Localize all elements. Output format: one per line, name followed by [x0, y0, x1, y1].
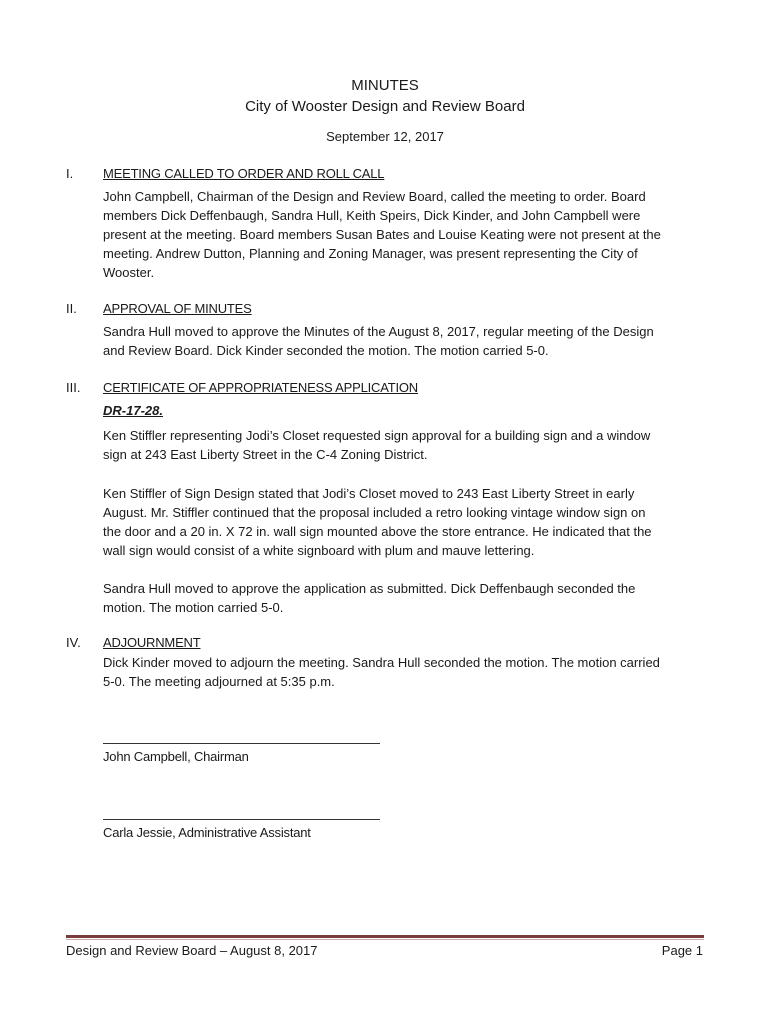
paragraph-line: Ken Stiffler of Sign Design stated that Jodi’s Closet moved to 243 East Liberty Street in early: [103, 486, 635, 501]
paragraph-line: wall sign would consist of a white signboard with plum and mauve lettering.: [103, 543, 535, 558]
section-heading: ADJOURNMENT: [103, 635, 201, 650]
case-id: DR-17-28.: [103, 403, 163, 418]
paragraph-line: Wooster.: [103, 265, 155, 280]
section-paragraph: [103, 426, 699, 464]
page-number: Page 1: [661, 943, 703, 958]
board-name: City of Wooster Design and Review Board: [245, 98, 525, 115]
paragraph-line: Dick Kinder moved to adjourn the meeting. Sandra Hull seconded the motion. The motion carried: [103, 655, 660, 670]
section-numeral: I.: [66, 166, 74, 181]
footer-rule-thin: [66, 939, 704, 940]
paragraph-line: Ken Stiffler representing Jodi’s Closet requested sign approval for a building sign and a window: [103, 428, 651, 443]
section-numeral: IV.: [66, 635, 81, 650]
paragraph-line: present at the meeting. Board members Susan Bates and Louise Keating were not present at the: [103, 227, 661, 242]
footer-rule: [66, 935, 704, 938]
document-title: MINUTES: [351, 77, 419, 94]
paragraph-line: members Dick Deffenbaugh, Sandra Hull, Keith Speirs, Dick Kinder, and John Campbell were: [103, 208, 641, 223]
paragraph-line: John Campbell, Chairman of the Design and Review Board, called the meeting to order. Board: [103, 189, 646, 204]
signature-line: [103, 819, 380, 820]
section-numeral: II.: [66, 301, 77, 316]
paragraph-line: and Review Board. Dick Kinder seconded the motion. The motion carried 5-0.: [103, 343, 549, 358]
section-numeral: III.: [66, 380, 81, 395]
section-heading: CERTIFICATE OF APPROPRIATENESS APPLICATION: [103, 380, 418, 395]
paragraph-line: 5-0. The meeting adjourned at 5:35 p.m.: [103, 674, 335, 689]
section-heading: APPROVAL OF MINUTES: [103, 301, 252, 316]
assistant-signature-name: Carla Jessie, Administrative Assistant: [103, 825, 311, 840]
section-paragraph: [103, 322, 699, 360]
section-paragraph: [103, 484, 699, 560]
paragraph-line: the door and a 20 in. X 72 in. wall sign mounted above the store entrance. He indicated that the: [103, 524, 652, 539]
paragraph-line: meeting. Andrew Dutton, Planning and Zoning Manager, was present representing the City of: [103, 246, 638, 261]
section-paragraph: [103, 187, 699, 282]
meeting-date: September 12, 2017: [326, 129, 444, 144]
section-heading: MEETING CALLED TO ORDER AND ROLL CALL: [103, 166, 385, 181]
paragraph-line: motion. The motion carried 5-0.: [103, 600, 284, 615]
chairman-signature-name: John Campbell, Chairman: [103, 749, 249, 764]
paragraph-line: sign at 243 East Liberty Street in the C-4 Zoning District.: [103, 447, 428, 462]
paragraph-line: Sandra Hull moved to approve the application as submitted. Dick Deffenbaugh seconded the: [103, 581, 636, 596]
signature-line: [103, 743, 380, 744]
paragraph-line: August. Mr. Stiffler continued that the proposal included a retro looking vintage window sign on: [103, 505, 646, 520]
paragraph-line: Sandra Hull moved to approve the Minutes of the August 8, 2017, regular meeting of the Design: [103, 324, 654, 339]
section-paragraph: [103, 653, 699, 691]
section-paragraph: [103, 579, 699, 617]
footer-title: Design and Review Board – August 8, 2017: [66, 943, 318, 958]
